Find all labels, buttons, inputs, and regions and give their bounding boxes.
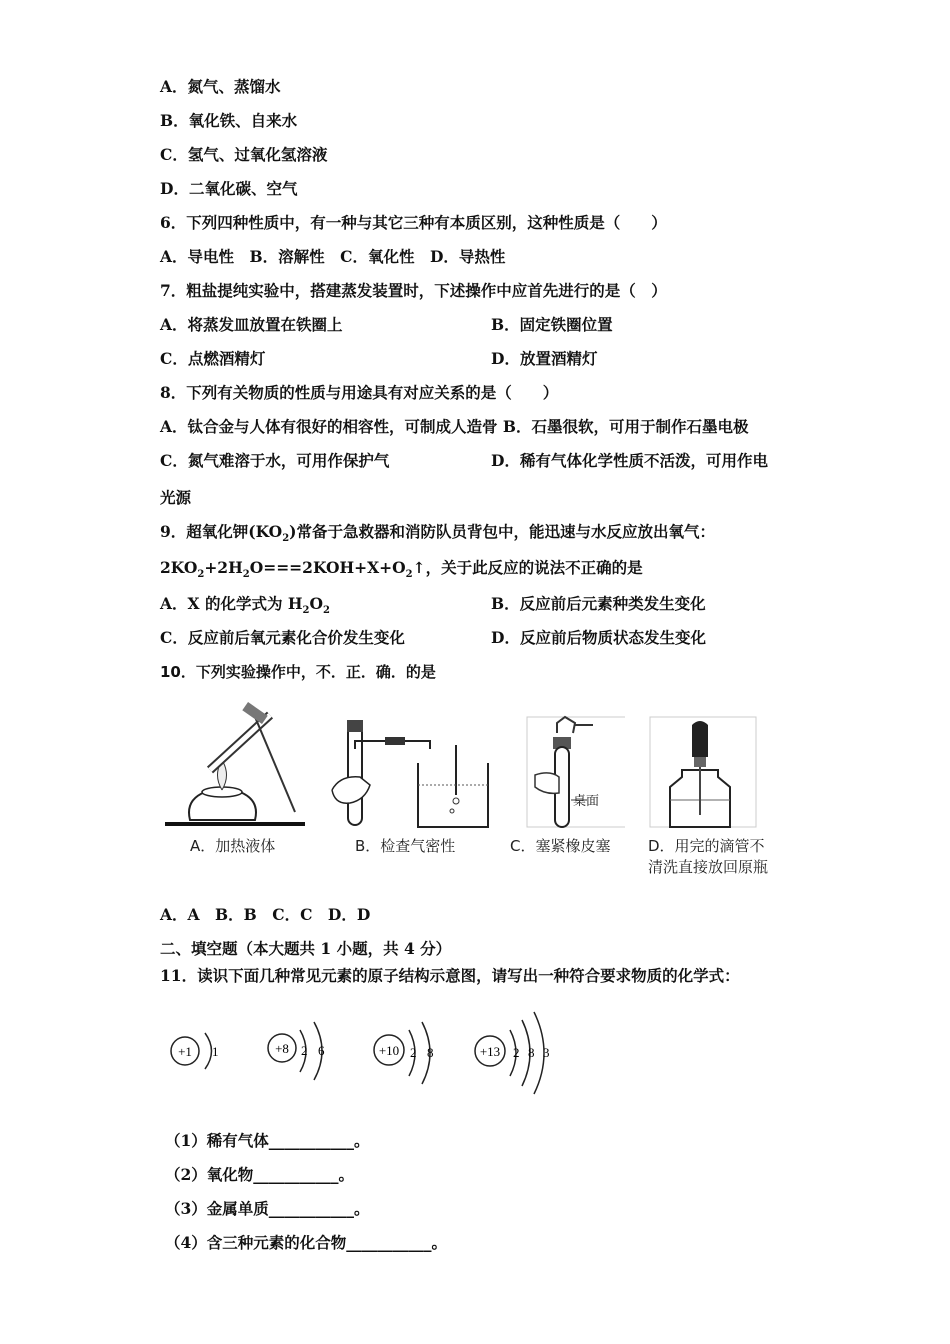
section-2-heading: 二、填空题（本大题共 1 小题，共 4 分） <box>160 939 452 958</box>
q9-option-a: A．X 的化学式为 $H_2O_2$ <box>160 594 330 617</box>
svg-text:+8: +8 <box>275 1041 289 1056</box>
q10-options: A．A B．B C．C D．D <box>160 905 371 924</box>
atom-hydrogen <box>171 1033 219 1069</box>
svg-text:2: 2 <box>410 1045 417 1060</box>
q11-blank-3[interactable]: （3）金属单质___________。 <box>165 1199 370 1218</box>
q9-option-b: B．反应前后元素种类发生变化 <box>491 594 706 613</box>
figure-d-dropper <box>648 715 758 830</box>
q8-option-d: D．稀有气体化学性质不活泼，可用作电 <box>491 451 768 470</box>
atom-diagrams <box>160 1008 570 1098</box>
svg-text:3: 3 <box>543 1045 550 1060</box>
q8-option-c: C．氮气难溶于水，可用作保护气 <box>160 451 390 470</box>
svg-text:+1: +1 <box>178 1044 192 1059</box>
q9-stem: 9．超氧化钾$(KO_2)$常备于急救器和消防队员背包中，能迅速与水反应放出氧气： <box>160 522 715 545</box>
q9-option-c: C．反应前后氧元素化合价发生变化 <box>160 628 405 647</box>
caption-b: B．检查气密性 <box>355 837 456 855</box>
svg-text:2: 2 <box>513 1045 520 1060</box>
svg-text:2: 2 <box>301 1043 308 1058</box>
q11-blank-1[interactable]: （1）稀有气体___________。 <box>165 1131 370 1150</box>
atom-neon <box>374 1022 434 1084</box>
q8-option-ab: A．钛合金与人体有很好的相容性，可制成人造骨 B．石墨很软，可用于制作石墨电极 <box>160 417 749 436</box>
q11-blank-4[interactable]: （4）含三种元素的化合物___________。 <box>165 1233 448 1252</box>
q5-option-c: C．氢气、过氧化氢溶液 <box>160 145 328 164</box>
figure-a-heating-liquid <box>165 700 310 830</box>
q9-equation: $2KO_2+2H_2O===2KOH+X+O_2↑$，关于此反应的说法不正确的是 <box>160 558 643 581</box>
q7-option-a: A．将蒸发皿放置在铁圈上 <box>160 315 343 334</box>
q6-stem: 6．下列四种性质中，有一种与其它三种有本质区别，这种性质是（ ） <box>160 213 667 232</box>
atom-aluminium <box>475 1012 550 1094</box>
q11-stem: 11．读识下面几种常见元素的原子结构示意图，请写出一种符合要求物质的化学式： <box>160 966 740 985</box>
q10-stem: 10．下列实验操作中，不．正．确．的是 <box>160 663 436 681</box>
q7-stem: 7．粗盐提纯实验中，搭建蒸发装置时，下述操作中应首先进行的是（ ） <box>160 281 667 300</box>
q11-blank-2[interactable]: （2）氧化物___________。 <box>165 1165 355 1184</box>
q5-option-a: A．氮气、蒸馏水 <box>160 77 281 96</box>
figure-b-airtightness <box>330 715 492 830</box>
svg-text:1: 1 <box>212 1044 219 1059</box>
svg-text:8: 8 <box>427 1045 434 1060</box>
svg-text:+10: +10 <box>378 1043 400 1058</box>
q6-options: A．导电性 B．溶解性 C．氧化性 D．导热性 <box>160 247 506 266</box>
caption-c: C．塞紧橡皮塞 <box>510 837 611 855</box>
q5-option-d: D．二氧化碳、空气 <box>160 179 298 198</box>
atom-oxygen <box>268 1022 325 1080</box>
q9-option-d: D．反应前后物质状态发生变化 <box>491 628 706 647</box>
desk-label: 桌面 <box>573 794 600 809</box>
q5-option-b: B．氧化铁、自来水 <box>160 111 298 130</box>
caption-d-2: 清洗直接放回原瓶 <box>648 858 769 876</box>
svg-text:8: 8 <box>528 1045 535 1060</box>
q7-option-b: B．固定铁圈位置 <box>491 315 613 334</box>
q7-option-c: C．点燃酒精灯 <box>160 349 266 368</box>
svg-text:6: 6 <box>318 1043 325 1058</box>
q8-stem: 8．下列有关物质的性质与用途具有对应关系的是（ ） <box>160 383 559 402</box>
caption-d-1: D．用完的滴管不 <box>648 837 765 855</box>
q7-option-d: D．放置酒精灯 <box>491 349 598 368</box>
q8-option-d-cont: 光源 <box>160 488 192 507</box>
svg-text:+13: +13 <box>479 1044 501 1059</box>
caption-a: A．加热液体 <box>190 837 276 855</box>
figure-c-stopper <box>515 715 625 830</box>
